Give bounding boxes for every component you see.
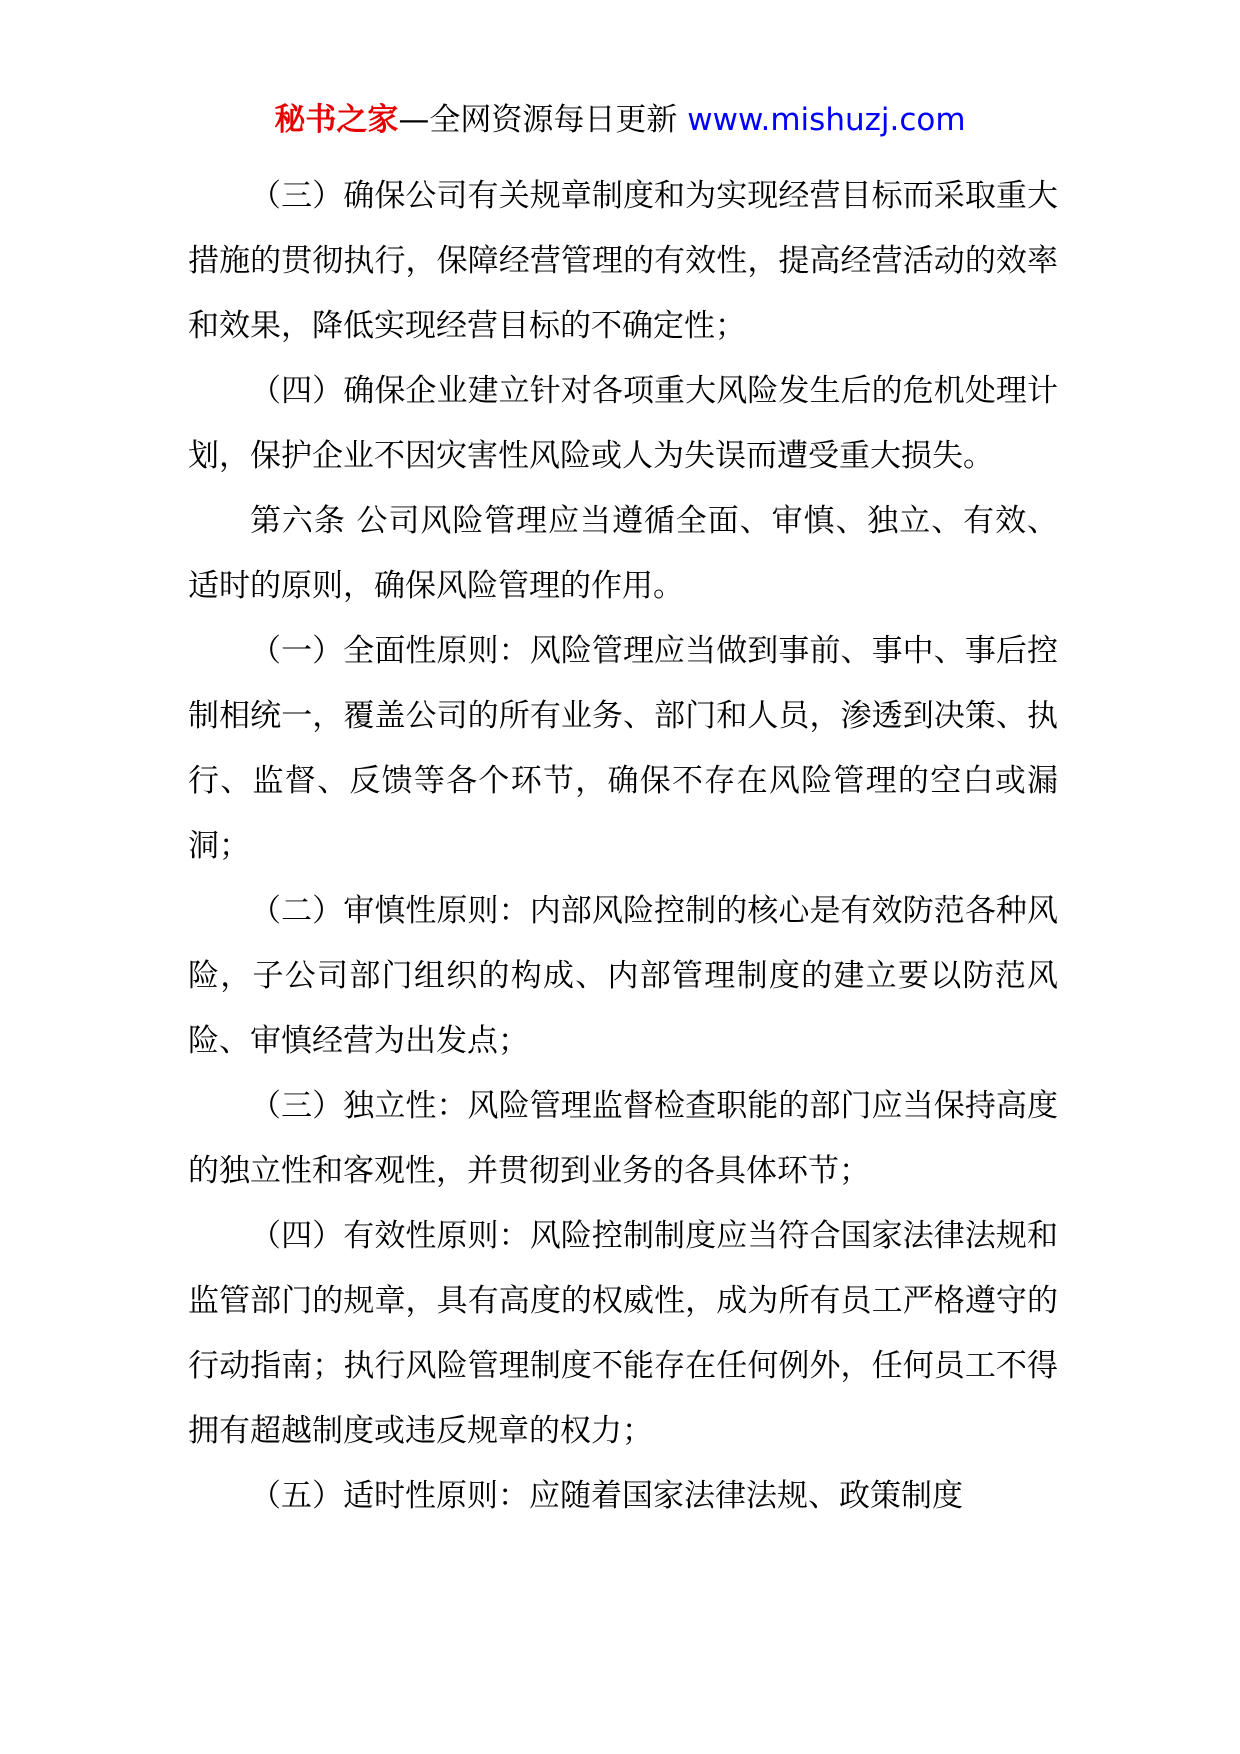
site-tagline: —全网资源每日更新	[398, 102, 688, 138]
site-brand: 秘书之家	[274, 102, 399, 138]
paragraph: （四）有效性原则：风险控制制度应当符合国家法律法规和监管部门的规章，具有高度的权威性，成为所有员工严格遵守的行动指南；执行风险管理制度不能存在任何例外，任何员工不得拥有超越制度或违反规章的权力；	[188, 1218, 1058, 1449]
paragraph: （二）审慎性原则：内部风险控制的核心是有效防范各种风险，子公司部门组织的构成、内部管理制度的建立要以防范风险、审慎经营为出发点；	[188, 893, 1058, 1059]
paragraph: 第六条 公司风险管理应当遵循全面、审慎、独立、有效、适时的原则，确保风险管理的作用。	[188, 503, 1058, 604]
paragraph: （三）确保公司有关规章制度和为实现经营目标而采取重大措施的贯彻执行，保障经营管理的有效性，提高经营活动的效率和效果，降低实现经营目标的不确定性；	[188, 178, 1058, 344]
site-url[interactable]: www.mishuzj.com	[687, 102, 966, 138]
paragraph: （三）独立性：风险管理监督检查职能的部门应当保持高度的独立性和客观性，并贯彻到业务的各具体环节；	[188, 1088, 1058, 1189]
paragraph: （一）全面性原则：风险管理应当做到事前、事中、事后控制相统一，覆盖公司的所有业务、部门和人员，渗透到决策、执行、监督、反馈等各个环节，确保不存在风险管理的空白或漏洞；	[188, 633, 1058, 864]
paragraph: （四）确保企业建立针对各项重大风险发生后的危机处理计划，保护企业不因灾害性风险或人为失误而遭受重大损失。	[188, 373, 1058, 474]
site-header	[0, 98, 1240, 142]
paragraph: （五）适时性原则：应随着国家法律法规、政策制度	[250, 1478, 963, 1514]
document-body	[188, 164, 1058, 1529]
